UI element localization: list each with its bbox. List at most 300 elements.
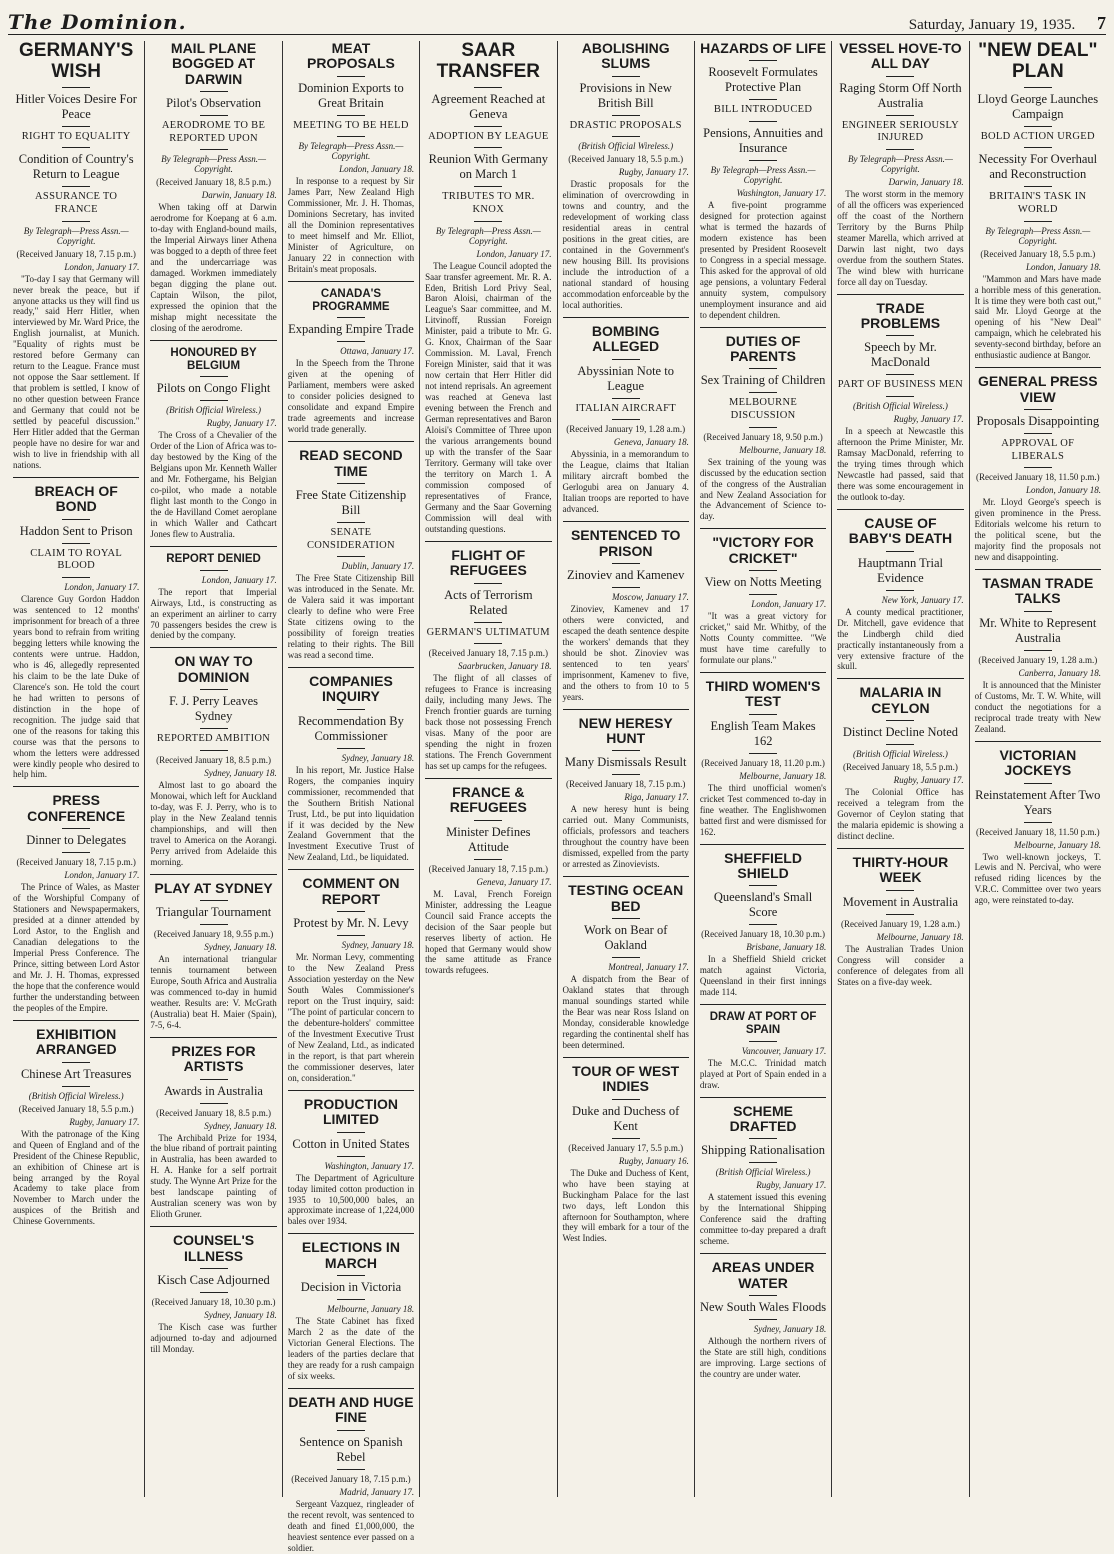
dateline: Rugby, January 17. (893, 414, 964, 425)
subheadline: ITALIAN AIRCRAFT (575, 402, 676, 414)
received-time: (Received January 18, 5.5 p.m.) (980, 248, 1096, 259)
divider-rule (1024, 433, 1052, 434)
article-separator (700, 528, 826, 529)
divider-rule (612, 359, 640, 360)
divider-rule (337, 556, 365, 557)
divider-rule (749, 1041, 777, 1042)
article-body: Two well-known jockeys, T. Lewis and N. Percival, who were refused riding licences by the V.R.C. Committee over two years ago, were reinstated to-day. (974, 851, 1101, 906)
article (700, 334, 826, 523)
divider-rule (1024, 611, 1052, 612)
headline: EXHIBITION ARRANGED (35, 1025, 117, 1058)
headline: HONOURED BY BELGIUM (170, 346, 257, 372)
divider-rule (886, 335, 914, 336)
subheadline: Recommendation By Commissioner (297, 713, 404, 743)
article (150, 1233, 276, 1355)
article-separator (975, 569, 1101, 570)
divider-rule (749, 99, 777, 100)
headline: ELECTIONS IN MARCH (301, 1239, 400, 1271)
article-separator (563, 317, 689, 318)
dateline: Melbourne, January 18. (876, 931, 964, 942)
divider-rule (612, 419, 640, 420)
article (150, 347, 276, 540)
article-separator (700, 1097, 826, 1098)
article-separator (837, 294, 963, 295)
divider-rule (62, 577, 90, 578)
article-separator (563, 709, 689, 710)
agency-credit: By Telegraph—Press Assn.—Copyright. (298, 141, 404, 162)
article (150, 41, 276, 334)
divider-rule (474, 583, 502, 584)
divider-rule (200, 750, 228, 751)
subheadline: GERMAN'S ULTIMATUM (426, 626, 550, 638)
subheadline: Mr. White to Represent Australia (979, 615, 1097, 645)
dateline: Sydney, January 18. (204, 941, 277, 952)
divider-rule (612, 774, 640, 775)
subheadline: Protest by Mr. N. Levy (293, 916, 409, 931)
dateline: Sydney, January 18. (341, 940, 415, 951)
article (425, 41, 551, 535)
article (13, 41, 139, 471)
article-separator (563, 521, 689, 522)
article (975, 748, 1101, 907)
page-number: 7 (1097, 13, 1106, 33)
article-body: A five-point programme designed for protection against what is termed the hazards of modern existence has been presented by President Roosevelt to Congress in a special message. This asked for the approval of old age pensions, a voluntary Federal annuity system, compulsory unemployment insurance and aid to dependent children. (699, 199, 827, 320)
subheadline: RIGHT TO EQUALITY (21, 130, 131, 142)
divider-rule (886, 590, 914, 591)
headline: FRANCE & REFUGEES (449, 783, 527, 816)
received-time: (Received January 18, 5.5 p.m.) (568, 154, 684, 165)
article-body: In his report, Mr. Justice Halse Rogers, the companies inquiry commissioner, recommended that the Southern British National Trust, Ltd., be put into liquidation if it was decided by the New Zealand Government that the Investment Executive Trust of New Zealand, Ltd., be liquidated. (287, 764, 415, 863)
received-time: (Received January 17, 5.5 p.m.) (568, 1142, 684, 1153)
article-body: With the patronage of the King and Queen of England and of the President of the Chinese Republic, an exhibition of Chinese art is being arranged by the Royal Academy to take place from November to March under the auspices of the British and Chinese Governments. (13, 1128, 140, 1227)
article-body: Almost last to go aboard the Monowai, which left for Auckland to-day, was F. J. Perry, who is to play in the New Zealand tennis championships, and will then travel to America on the Aorangi. Perry arrived from Adelaide this morning. (150, 779, 277, 867)
received-time: (Received January 18, 8.5 p.m.) (156, 754, 272, 765)
article (700, 679, 826, 838)
received-time: (Received January 18, 7.15 p.m.) (565, 779, 686, 790)
headline: TOUR OF WEST INDIES (572, 1062, 680, 1095)
headline: GENERAL PRESS VIEW (978, 373, 1098, 405)
subheadline: Condition of Country's Return to League (18, 152, 134, 182)
subheadline: Expanding Empire Trade (288, 322, 414, 337)
article (563, 1064, 689, 1245)
headline: PLAY AT SYDNEY (154, 879, 273, 896)
headline: BREACH OF BOND (34, 483, 118, 515)
article-body: Mr. Lloyd George's speech is given prominence in the Press. Editorials welcome his return to the political scene, but the majority find the proposals not new and disappointing. (974, 497, 1101, 563)
dateline: Rugby, January 16. (618, 1155, 689, 1166)
subheadline: Free State Citizenship Bill (295, 487, 407, 517)
headline: BOMBING ALLEGED (591, 323, 660, 355)
agency-credit: By Telegraph—Press Assn.—Copyright. (23, 225, 129, 246)
headline: SAAR TRANSFER (436, 40, 541, 82)
article-separator (425, 541, 551, 542)
subheadline: English Team Makes 162 (710, 718, 816, 748)
received-time: (Received January 18, 7.15 p.m.) (16, 857, 136, 868)
article (150, 1044, 276, 1221)
agency-credit: (British Official Wireless.) (28, 1090, 124, 1101)
article-body: The Colonial Office has received a telegram from the Governor of Ceylon stating that the malaria epidemic is showing a distinct decline. (837, 787, 964, 842)
divider-rule (612, 563, 640, 564)
article-body: The worst storm in the memory of all the officers was experienced off the coast of the Northern Territory by the Burns Philp steamer Marella, which arrived at Darwin last night, two days overdue from the southern States. The wind blew with hurricane force all day on Tuesday. (837, 188, 964, 287)
article-body: Sex training of the young was discussed by the education section of the congress of the Australian and New Zealand Association for the Advancement of Science to-day. (699, 456, 827, 522)
article (700, 851, 826, 999)
headline: VICTORIAN JOCKEYS (999, 746, 1077, 779)
divider-rule (1024, 467, 1052, 468)
subheadline: DRASTIC PROPOSALS (569, 119, 682, 131)
headline: VESSEL HOVE-TO ALL DAY (839, 40, 962, 72)
received-time: (Received January 18, 9.55 p.m.) (153, 928, 274, 939)
subheadline: Duke and Duchess of Kent (572, 1103, 680, 1133)
agency-credit: By Telegraph—Press Assn.—Copyright. (847, 153, 953, 174)
divider-rule (612, 750, 640, 751)
subheadline: Hauptmann Trial Evidence (857, 555, 943, 585)
received-time: (Received January 18, 7.15 p.m.) (291, 1473, 411, 1484)
headline: ON WAY TO DOMINION (174, 653, 253, 685)
article (425, 785, 551, 977)
subheadline: View on Notts Meeting (704, 575, 822, 590)
divider-rule (749, 570, 777, 571)
divider-rule (200, 689, 228, 690)
divider-rule (886, 890, 914, 891)
dateline: Moscow, January 17. (612, 591, 689, 602)
dateline: Rugby, January 17. (206, 418, 277, 429)
subheadline: Sentence on Spanish Rebel (299, 1434, 403, 1464)
article-body: The Archibald Prize for 1934, the blue riband of portrait painting in Australia, has been awarded to H. A. Hanke for a self portrait study. The Wynne Art Prize for the best landscape painting of Australian scenery was won by Elioth Gruner. (150, 1132, 277, 1220)
divider-rule (200, 570, 228, 571)
divider-rule (62, 519, 90, 520)
article-separator (13, 1020, 139, 1021)
divider-rule (749, 1319, 777, 1320)
divider-rule (1024, 126, 1052, 127)
article (700, 41, 826, 321)
subheadline: TRIBUTES TO MR. KNOX (442, 191, 535, 215)
article-separator (288, 1233, 414, 1234)
dateline: Montreal, January 17. (608, 962, 689, 973)
article (563, 528, 689, 703)
column-5 (558, 41, 695, 1497)
divider-rule (886, 914, 914, 915)
subheadline: PART OF BUSINESS MEN (837, 379, 964, 391)
subheadline: BRITAIN'S TASK IN WORLD (989, 191, 1087, 215)
divider-rule (62, 828, 90, 829)
divider-rule (749, 1138, 777, 1139)
subheadline: REPORTED AMBITION (156, 733, 271, 745)
subheadline: Movement in Australia (842, 894, 959, 909)
agency-credit: (British Official Wireless.) (715, 1167, 811, 1178)
paper-name: The Dominion. (8, 10, 187, 34)
article-separator (13, 786, 139, 787)
article (837, 685, 963, 842)
divider-rule (337, 935, 365, 936)
article (975, 374, 1101, 563)
divider-rule (749, 1295, 777, 1296)
divider-rule (337, 115, 365, 116)
received-time: (Received January 18, 5.5 p.m.) (18, 1103, 134, 1114)
divider-rule (886, 551, 914, 552)
article (288, 1240, 414, 1382)
article-body: Although the northern rivers of the State are still high, conditions are improving. Large sections of the country are under water. (699, 1335, 827, 1379)
divider-rule (474, 622, 502, 623)
dateline: London, January 18. (1026, 485, 1101, 496)
masthead (8, 4, 1106, 35)
subheadline: Dinner to Delegates (26, 833, 127, 848)
headline: REPORT DENIED (166, 552, 261, 565)
headline: TRADE PROBLEMS (860, 299, 941, 332)
divider-rule (337, 341, 365, 342)
article-body: "Mammon and Mars have made a horrible mess of this generation. It is time they were both cast out," said Mr. Lloyd George at the opening of his "New Deal" campaign, which he celebrated his seventy-second birthday, before an enthusiastic audience at Bangor. (974, 273, 1101, 361)
subheadline: Raging Storm Off North Australia (839, 80, 962, 110)
dateline: Rugby, January 17. (756, 1180, 827, 1191)
article (700, 1260, 826, 1380)
divider-rule (1024, 221, 1052, 222)
subheadline: APPROVAL OF LIBERALS (1001, 438, 1075, 462)
dateline: Rugby, January 17. (893, 775, 964, 786)
article (700, 1104, 826, 1248)
article-body: In the Speech from the Throne given at the opening of Parliament, members were asked to consider policies designed to consolidate and expand Empire trade agreements and increase world trade generally. (287, 358, 415, 435)
article-body: An international triangular tennis tournament between Europe, South Africa and Australia was commenced to-day in humid weather. Results are: V. McGrath (Australia) beat H. Maier (Spain), 7-5, 6-4. (150, 953, 277, 1030)
dateline: Madrid, January 17. (339, 1486, 415, 1497)
received-time: (Received January 18, 11.20 p.m.) (701, 757, 825, 768)
issue-date-line (909, 13, 1106, 34)
agency-credit: (British Official Wireless.) (166, 405, 262, 416)
divider-rule (337, 76, 365, 77)
article (288, 876, 414, 1083)
article-body: A statement issued this evening by the International Shipping Conference said the drafting committee to-day prepared a draft scheme. (699, 1192, 827, 1247)
subheadline: BOLD ACTION URGED (980, 130, 1095, 142)
dateline: Melbourne, January 18. (739, 770, 827, 781)
article-body: In a speech at Newcastle this afternoon the Prime Minister, Mr. Ramsay MacDonald, referring to the trying times through which Newcastle had passed, said that there was some encouragement in the outlook to-day. (837, 426, 964, 502)
dateline: Rugby, January 17. (69, 1116, 140, 1127)
headline: "VICTORY FOR CRICKET" (712, 534, 814, 566)
divider-rule (886, 396, 914, 397)
dateline: New York, January 17. (881, 594, 964, 605)
divider-rule (749, 594, 777, 595)
divider-rule (200, 1268, 228, 1269)
subheadline: Distinct Decline Noted (842, 725, 959, 740)
divider-rule (749, 753, 777, 754)
dateline: London, January 18. (1026, 261, 1101, 272)
divider-rule (886, 115, 914, 116)
article (13, 793, 139, 1013)
article-separator (425, 778, 551, 779)
headline: AREAS UNDER WATER (711, 1259, 815, 1291)
headline: MEAT PROPOSALS (306, 40, 395, 72)
article (700, 1011, 826, 1090)
article-body: M. Laval, French Foreign Minister, addressing the League Council said France accepts the decision of the Saar people but reserves liberty of action. He hoped that Germany would show the same attitude as France towards refugees. (425, 888, 552, 976)
divider-rule (337, 317, 365, 318)
article-body: The third unofficial women's cricket Test commenced to-day in fine weather. The Englishwomen batted first and were dismissed for 162. (699, 782, 827, 837)
columns (8, 40, 1106, 1553)
subheadline: Chinese Art Treasures (20, 1066, 132, 1081)
article-body: The Department of Agriculture today limited cotton production in 1935 to 10,500,000 bales, an approximate increase of 1,224,000 bales over 1934. (287, 1172, 415, 1227)
headline: PRODUCTION LIMITED (303, 1095, 398, 1128)
received-time: (Received January 18, 11.50 p.m.) (975, 826, 1100, 837)
dateline: Geneva, January 17. (476, 876, 552, 887)
article-body: It is announced that the Minister of Customs, Mr. T. W. White, will conduct the negotiations for a reciprocal trade treaty with New Zealand. (974, 679, 1101, 734)
dateline: London, January 17. (64, 261, 140, 272)
divider-rule (62, 186, 90, 187)
subheadline: Triangular Tournament (155, 904, 272, 919)
headline: CANADA'S PROGRAMME (312, 288, 390, 313)
article-body: The Prince of Wales, as Master of the Worshipful Company of Stationers and Newspapermakers, presided at a dinner attended by Lord Astor, to the English and Canadian delegations to the Imperial Press Conference. The Prince, sitting between Lord Astor and Mr. J. H. Thomas, expressed the hope that the conference would further the understanding between the peoples of the Empire. (13, 882, 140, 1013)
dateline: Riga, January 17. (624, 792, 689, 803)
agency-credit: (British Official Wireless.) (852, 749, 948, 760)
article-separator (700, 327, 826, 328)
divider-rule (886, 744, 914, 745)
dateline: Sydney, January 18. (341, 752, 415, 763)
received-time: (Received January 18, 7.15 p.m.) (428, 648, 549, 659)
dateline: Sydney, January 18. (204, 1120, 277, 1131)
headline: NEW HERESY HUNT (578, 714, 673, 747)
received-time: (Received January 18, 11.50 p.m.) (975, 472, 1100, 483)
received-time: (Received January 18, 7.15 p.m.) (16, 248, 136, 259)
article (13, 484, 139, 780)
dateline: Brisbane, January 18. (746, 942, 827, 953)
agency-credit: By Telegraph—Press Assn.—Copyright. (435, 225, 541, 246)
divider-rule (337, 483, 365, 484)
divider-rule (474, 221, 502, 222)
divider-rule (337, 1275, 365, 1276)
divider-rule (200, 924, 228, 925)
divider-rule (474, 859, 502, 860)
headline: PRIZES FOR ARTISTS (171, 1042, 256, 1075)
divider-rule (62, 147, 90, 148)
headline: "NEW DEAL" PLAN (978, 40, 1098, 82)
column-8 (970, 41, 1106, 1497)
subheadline: Shipping Rationalisation (701, 1143, 826, 1158)
received-time: (Received January 18, 10.30 p.m.) (701, 929, 826, 940)
divider-rule (612, 136, 640, 137)
divider-rule (749, 60, 777, 61)
article-separator (150, 874, 276, 875)
column-4 (420, 41, 557, 1497)
article-body: A dispatch from the Bear of Oakland states that through manual soundings started while the Bear was near Ross Island on Monday, considerable knowledge regarding the continental shelf has been determined. (562, 974, 689, 1050)
subheadline: Acts of Terrorism Related (444, 587, 533, 617)
article-body: The Kisch case was further adjourned to-day and adjourned till Monday. (150, 1322, 277, 1354)
divider-rule (886, 374, 914, 375)
dateline: Darwin, January 18. (888, 176, 964, 187)
subheadline: Minister Defines Attitude (446, 824, 531, 854)
divider-rule (612, 115, 640, 116)
divider-rule (337, 1156, 365, 1157)
article-separator (975, 367, 1101, 368)
article-separator (150, 340, 276, 341)
article (288, 288, 414, 435)
divider-rule (1024, 650, 1052, 651)
article-separator (700, 844, 826, 845)
dateline: Sydney, January 18. (753, 1323, 827, 1334)
dateline: Saarbrucken, January 18. (458, 661, 552, 672)
article-separator (150, 546, 276, 547)
dateline: Melbourne, January 18. (327, 1304, 415, 1315)
article-body: Abyssinia, in a memorandum to the League, claims that Italian military aircraft bombed the Gerlogubi area on January 4. Italian troops are reported to have advanced. (562, 449, 689, 515)
article-separator (288, 441, 414, 442)
received-time: (Received January 18, 8.5 p.m.) (156, 177, 272, 188)
article-body: A new heresy hunt is being carried out. Many Communists, officials, professors and teachers throughout the country have been dismissed, expelled from the party or arrested as Zinovievists. (562, 804, 689, 870)
article-separator (700, 1004, 826, 1005)
divider-rule (200, 115, 228, 116)
dateline: Geneva, January 18. (613, 437, 689, 448)
divider-rule (337, 1469, 365, 1470)
divider-rule (200, 376, 228, 377)
article-separator (837, 509, 963, 510)
article (975, 576, 1101, 735)
subheadline: Work on Bear of Oakland (584, 923, 668, 953)
divider-rule (474, 87, 502, 88)
divider-rule (1024, 147, 1052, 148)
article-separator (13, 477, 139, 478)
article (288, 674, 414, 864)
subheadline: Lloyd George Launches Campaign (977, 91, 1099, 121)
divider-rule (749, 885, 777, 886)
article (563, 883, 689, 1051)
divider-rule (200, 1103, 228, 1104)
article-separator (288, 1388, 414, 1389)
article (563, 716, 689, 871)
article (288, 41, 414, 275)
article-separator (700, 1253, 826, 1254)
article-body: "To-day I say that Germany will never break the peace, but if anyone attacks us they will find us ready," said Herr Hitler, when interviewed by Mr. Ward Price, the English journalist, at Munich. "Equality of rights must be restored before Germany can return to the League. France must not oppose the Saar settlement. If that problem is settled, I know of no other question between France and Germany that could not be settled by peaceful discussion." Herr Hitler added that the German people have no desire for war and wish to live in friendship with all nations. (13, 273, 140, 471)
article (837, 516, 963, 673)
divider-rule (337, 1430, 365, 1431)
divider-rule (62, 543, 90, 544)
subheadline: New South Wales Floods (699, 1299, 827, 1314)
subheadline: Pilots on Congo Flight (156, 381, 271, 396)
article-body: Sergeant Vazquez, ringleader of the recent revolt, was sentenced to death and fined £1,000,000, the heaviest sentence ever passed on a soldier. (287, 1498, 415, 1553)
dateline: Washington, January 17. (324, 1160, 415, 1171)
article-separator (563, 1057, 689, 1058)
divider-rule (886, 76, 914, 77)
agency-credit: By Telegraph—Press Assn.—Copyright. (161, 154, 267, 175)
article (288, 448, 414, 661)
received-time: (Received January 18, 5.5 p.m.) (842, 762, 958, 773)
article-separator (700, 672, 826, 673)
article-separator (975, 741, 1101, 742)
headline: THIRTY-HOUR WEEK (852, 854, 949, 886)
headline: SENTENCED TO PRISON (570, 527, 681, 559)
subheadline: SENATE CONSIDERATION (306, 526, 395, 551)
subheadline: Agreement Reached at Geneva (431, 91, 546, 121)
divider-rule (200, 1079, 228, 1080)
headline: CAUSE OF BABY'S DEATH (848, 514, 953, 547)
article-body: The report that Imperial Airways, Ltd., is constructing as an experiment an airliner to carry 70 passengers besides the crew is denied by the company. (150, 586, 277, 641)
dateline: Sydney, January 18. (204, 1310, 277, 1321)
column-1 (8, 41, 145, 1497)
headline: TESTING OCEAN BED (568, 882, 684, 914)
subheadline: Hitler Voices Desire For Peace (15, 91, 137, 121)
article-body: Clarence Guy Gordon Haddon was sentenced to 12 months' imprisonment for breach of a three years bond to refrain from writing begging letters while knowing the contents were untrue. Haddon, who is 46, allegedly represented his claim to be the late Duke of Clarence's son. He told the court he had written to persons of distinction in the hope of recognition. The judge said that one of the reasons for taking this course was that the persons to whom the letters were addressed were kindly people who desired to help him. (13, 593, 140, 780)
received-time: (Received January 18, 8.5 p.m.) (156, 1107, 272, 1118)
article (975, 41, 1101, 361)
divider-rule (612, 587, 640, 588)
received-time: (Received January 19, 1.28 a.m.) (840, 918, 960, 929)
headline: DEATH AND HUGE FINE (288, 1394, 414, 1426)
article-body: In response to a request by Sir James Parr, New Zealand High Commissioner, Mr. J. H. Thomas, Dominions Secretary, has invited all the Dominion representatives to meet himself and Mr. Elliot, Minister of Agriculture, on January 22 in connection with Britain's meat proposals. (287, 176, 415, 275)
article (288, 1097, 414, 1228)
received-time: (Received January 18, 7.15 p.m.) (428, 863, 549, 874)
divider-rule (200, 149, 228, 150)
subheadline: Dominion Exports to Great Britain (298, 80, 404, 110)
dateline: London, January 17. (476, 248, 552, 259)
subheadline: Many Dismissals Result (564, 755, 687, 770)
divider-rule (749, 427, 777, 428)
article (563, 41, 689, 311)
divider-rule (337, 748, 365, 749)
article-separator (288, 281, 414, 282)
subheadline: MELBOURNE DISCUSSION (729, 397, 798, 422)
dateline: London, January 17. (64, 870, 140, 881)
dateline: Ottawa, January 17. (340, 346, 415, 357)
article-separator (288, 869, 414, 870)
